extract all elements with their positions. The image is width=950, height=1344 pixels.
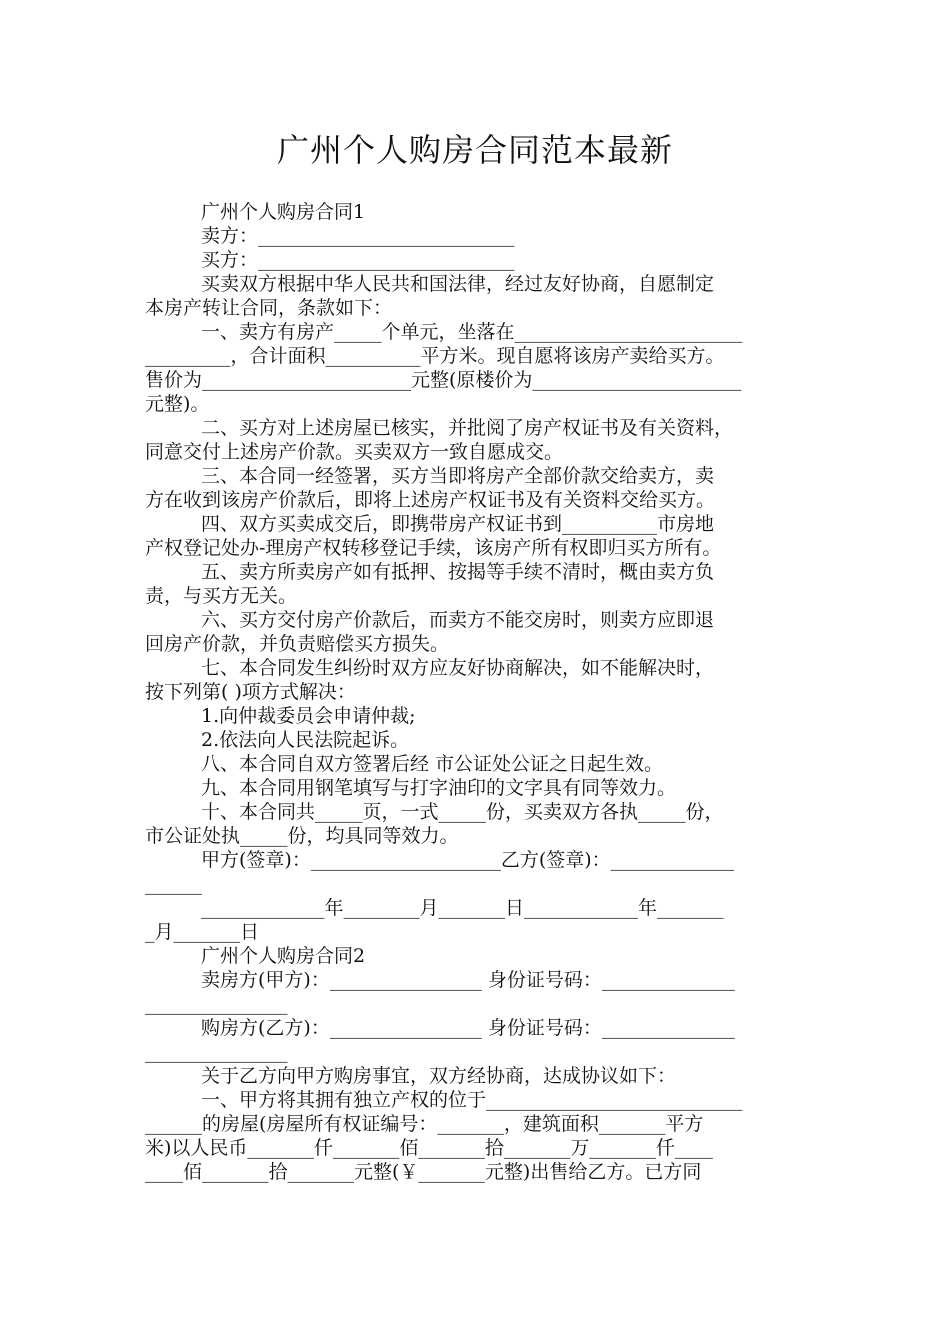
body-line: 广州个人购房合同2: [201, 945, 366, 967]
body-line: 责，与买方无关。: [145, 585, 298, 607]
body-line: 关于乙方向甲方购房事宜，双方经协商，达成协议如下：: [201, 1065, 677, 1087]
body-line: 九、本合同用钢笔填写与打字油印的文字具有同等效力。: [201, 777, 677, 799]
body-line: 本房产转让合同，条款如下：: [145, 297, 393, 319]
body-line: 十、本合同共_____页，一式_____份，买卖双方各执_____份，: [201, 801, 724, 823]
body-line: ______: [145, 873, 202, 895]
body-line: _______________: [145, 993, 288, 1015]
body-line: 五、卖方所卖房产如有抵押、按揭等手续不清时，概由卖方负: [201, 561, 715, 583]
body-line: 四、双方买卖成交后，即携带房产权证书到__________市房地: [201, 513, 715, 535]
body-line: 市公证处执_____份，均具同等效力。: [145, 825, 459, 847]
body-line: 七、本合同发生纠纷时双方应友好协商解决，如不能解决时，: [201, 657, 715, 679]
body-line: 回房产价款，并负责赔偿买方损失。: [145, 633, 450, 655]
body-line: _________，合计面积__________平方米。现自愿将该房产卖给买方。: [145, 345, 725, 367]
body-line: _______________: [145, 1041, 288, 1063]
body-line: 买卖双方根据中华人民共和国法律，经过友好协商，自愿制定: [201, 273, 715, 295]
body-line: ____佰_______拾_______元整(￥_______元整)出售给乙方。已方同: [145, 1161, 702, 1183]
body-line: _____________年________月_______日____________年_______: [201, 897, 724, 919]
body-line: 二、买方对上述房屋已核实，并批阅了房产权证书及有关资料，: [201, 417, 734, 439]
body-line: 三、本合同一经签署，买方当即将房产全部价款交给卖方，卖: [201, 465, 715, 487]
document-title: 广州个人购房合同范本最新: [276, 131, 673, 169]
body-line: 八、本合同自双方签署后经 市公证处公证之日起生效。: [201, 753, 664, 775]
body-line: 售价为______________________元整(原楼价为______________________: [145, 369, 742, 391]
body-line: ______的房屋(房屋所有权证编号：_______，建筑面积_______平方: [145, 1113, 704, 1135]
body-line: 元整)。: [145, 393, 210, 415]
body-line: 卖房方(甲方)：________________ 身份证号码：______________: [201, 969, 735, 991]
body-line: 一、甲方将其拥有独立产权的位于___________________________: [201, 1089, 743, 1111]
body-line: 2.依法向人民法院起诉。: [201, 729, 410, 751]
body-line: 购房方(乙方)：________________ 身份证号码：______________: [201, 1017, 735, 1039]
body-line: 按下列第( )项方式解决：: [145, 681, 356, 703]
body-line: 产权登记处办-理房产权转移登记手续，该房产所有权即归买方所有。: [145, 537, 722, 559]
body-line: 米)以人民币_______仟_______佰_______拾_______万_______仟____: [145, 1137, 713, 1159]
body-line: 卖方：___________________________: [201, 225, 515, 247]
body-line: _月_______日: [145, 921, 260, 943]
body-line: 1.向仲裁委员会申请仲裁;: [201, 705, 416, 727]
body-line: 同意交付上述房产价款。买卖双方一致自愿成交。: [145, 441, 564, 463]
body-line: 六、买方交付房产价款后，而卖方不能交房时，则卖方应即退: [201, 609, 715, 631]
body-line: 方在收到该房产价款后，即将上述房产权证书及有关资料交给买方。: [145, 489, 716, 511]
body-line: 广州个人购房合同1: [201, 201, 366, 223]
body-line: 一、卖方有房产_____个单元，坐落在________________________: [201, 321, 743, 343]
body-line: 甲方(签章)：____________________乙方(签章)：_____________: [201, 849, 735, 871]
body-line: 买方：___________________________: [201, 249, 515, 271]
